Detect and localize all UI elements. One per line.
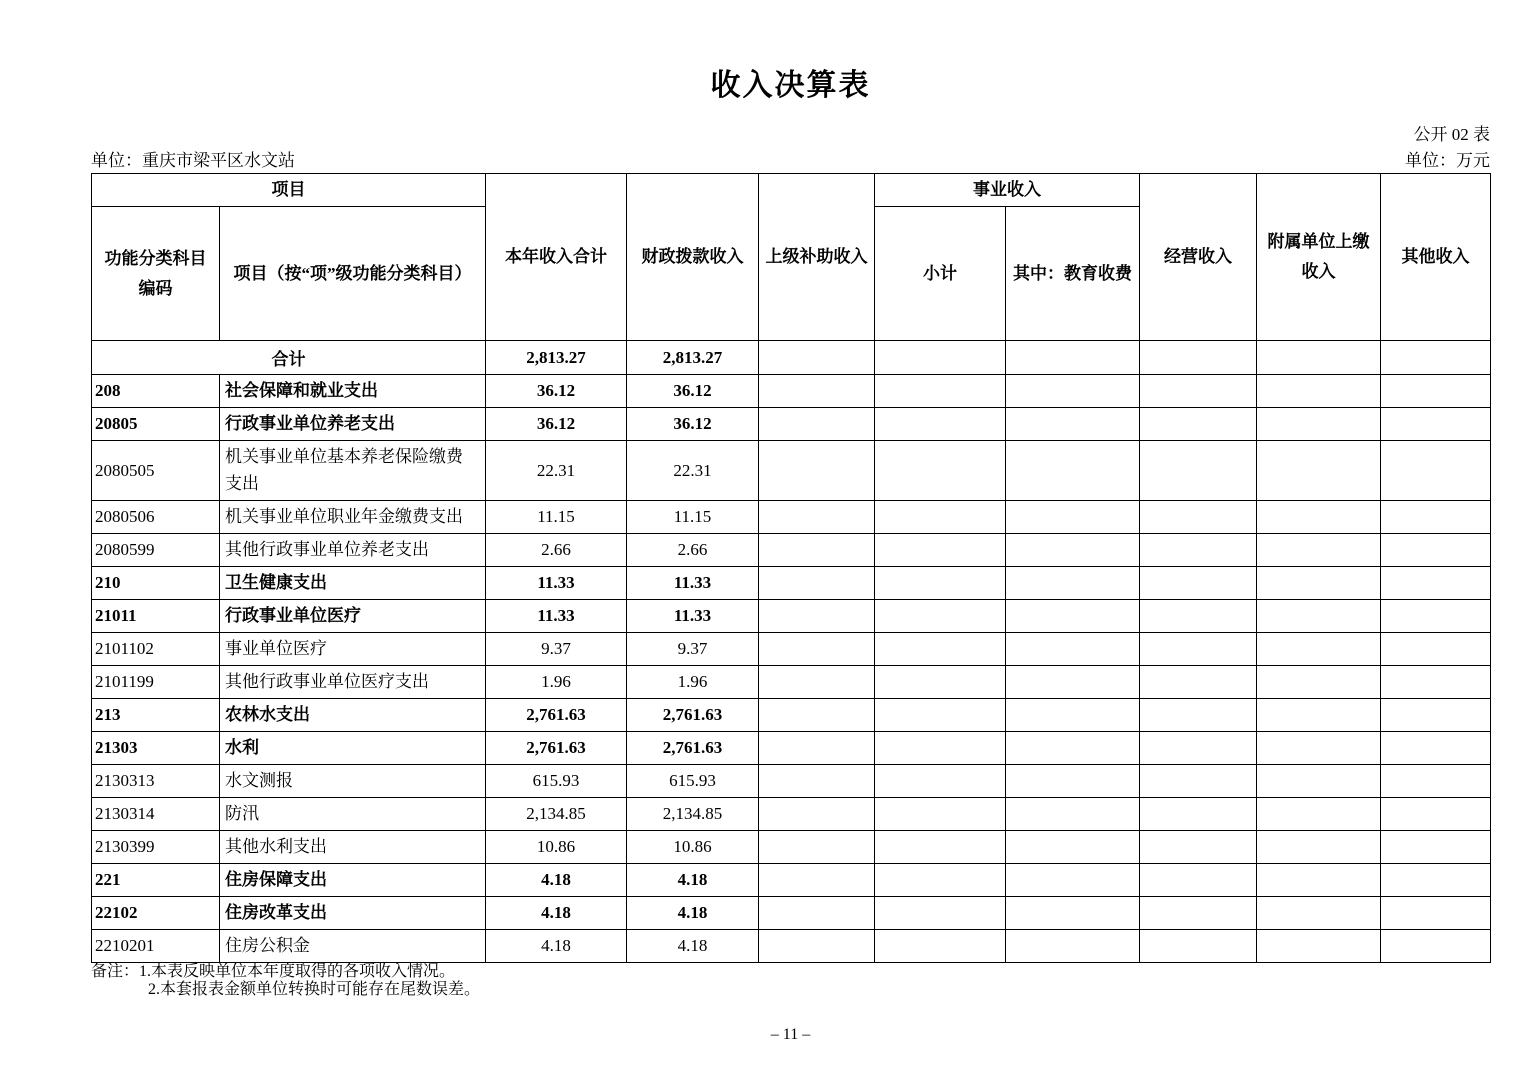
item-cell: 事业单位医疗 <box>220 633 486 666</box>
currency-unit-label: 单位：万元 <box>1405 151 1490 170</box>
table-row <box>92 765 1491 798</box>
empty-cell <box>1006 567 1140 600</box>
empty-cell <box>1381 501 1491 534</box>
empty-cell <box>875 864 1006 897</box>
item-cell: 其他行政事业单位医疗支出 <box>220 666 486 699</box>
empty-cell <box>1140 341 1257 375</box>
fiscal-cell: 2.66 <box>627 534 759 567</box>
header-affiliated-remit: 附属单位上缴收入 <box>1257 174 1381 341</box>
code-cell: 213 <box>92 699 220 732</box>
item-cell: 住房公积金 <box>220 930 486 963</box>
empty-cell <box>1006 341 1140 375</box>
empty-cell <box>759 341 875 375</box>
fiscal-cell: 1.96 <box>627 666 759 699</box>
footnote-line-1 <box>91 963 991 981</box>
empty-cell <box>875 798 1006 831</box>
empty-cell <box>1381 567 1491 600</box>
empty-cell <box>759 600 875 633</box>
fiscal-cell: 2,134.85 <box>627 798 759 831</box>
code-cell: 2130314 <box>92 798 220 831</box>
fiscal-cell: 11.33 <box>627 600 759 633</box>
fiscal-cell: 36.12 <box>627 408 759 441</box>
code-cell: 22102 <box>92 897 220 930</box>
fiscal-cell: 2,761.63 <box>627 699 759 732</box>
item-cell: 其他水利支出 <box>220 831 486 864</box>
empty-cell <box>1006 798 1140 831</box>
code-cell: 2101102 <box>92 633 220 666</box>
item-cell: 机关事业单位职业年金缴费支出 <box>220 501 486 534</box>
empty-cell <box>1257 897 1381 930</box>
empty-cell <box>1257 633 1381 666</box>
total-income-cell: 4.18 <box>486 897 627 930</box>
empty-cell <box>1140 897 1257 930</box>
code-cell: 21303 <box>92 732 220 765</box>
doc-code-label: 公开 02 表 <box>1413 125 1490 144</box>
item-cell: 行政事业单位医疗 <box>220 600 486 633</box>
empty-cell <box>1381 831 1491 864</box>
total-row <box>92 341 1491 375</box>
header-other-income: 其他收入 <box>1381 174 1491 341</box>
total-income-cell: 2,761.63 <box>486 732 627 765</box>
empty-cell <box>1381 930 1491 963</box>
empty-cell <box>1006 864 1140 897</box>
empty-cell <box>875 501 1006 534</box>
header-education-fee: 其中：教育收费 <box>1006 207 1140 341</box>
empty-cell <box>1381 666 1491 699</box>
header-total-income: 本年收入合计 <box>486 174 627 341</box>
empty-cell <box>1381 408 1491 441</box>
empty-cell <box>875 567 1006 600</box>
total-income-cell: 36.12 <box>486 408 627 441</box>
table-row <box>92 408 1491 441</box>
item-cell: 农林水支出 <box>220 699 486 732</box>
code-cell: 2101199 <box>92 666 220 699</box>
total-income-cell: 2.66 <box>486 534 627 567</box>
empty-cell <box>1257 375 1381 408</box>
code-cell: 2130399 <box>92 831 220 864</box>
fiscal-cell: 22.31 <box>627 441 759 501</box>
fiscal-cell: 36.12 <box>627 375 759 408</box>
empty-cell <box>759 765 875 798</box>
total-income-cell: 22.31 <box>486 441 627 501</box>
empty-cell <box>1140 567 1257 600</box>
table-row <box>92 666 1491 699</box>
item-cell: 水文测报 <box>220 765 486 798</box>
code-cell: 208 <box>92 375 220 408</box>
empty-cell <box>1006 408 1140 441</box>
empty-cell <box>759 798 875 831</box>
empty-cell <box>1006 699 1140 732</box>
code-cell: 2080505 <box>92 441 220 501</box>
empty-cell <box>875 666 1006 699</box>
empty-cell <box>875 441 1006 501</box>
empty-cell <box>1140 441 1257 501</box>
fiscal-cell: 615.93 <box>627 765 759 798</box>
empty-cell <box>1257 408 1381 441</box>
empty-cell <box>875 534 1006 567</box>
table-row <box>92 897 1491 930</box>
empty-cell <box>1257 341 1381 375</box>
empty-cell <box>1140 633 1257 666</box>
empty-cell <box>875 375 1006 408</box>
code-cell: 210 <box>92 567 220 600</box>
empty-cell <box>1381 864 1491 897</box>
code-cell: 21011 <box>92 600 220 633</box>
empty-cell <box>1140 930 1257 963</box>
empty-cell <box>1381 441 1491 501</box>
empty-cell <box>1257 732 1381 765</box>
income-table <box>91 173 1491 963</box>
empty-cell <box>1006 534 1140 567</box>
empty-cell <box>875 831 1006 864</box>
fiscal-cell: 11.33 <box>627 567 759 600</box>
header-fiscal-appropriation: 财政拨款收入 <box>627 174 759 341</box>
header-subtotal: 小计 <box>875 207 1006 341</box>
total-income-cell: 10.86 <box>486 831 627 864</box>
empty-cell <box>1006 930 1140 963</box>
header-operating-income: 经营收入 <box>1140 174 1257 341</box>
total-income-cell: 2,761.63 <box>486 699 627 732</box>
empty-cell <box>1381 375 1491 408</box>
table-row <box>92 534 1491 567</box>
table-row <box>92 831 1491 864</box>
header-row-1 <box>92 174 1491 207</box>
total-income-cell: 2,813.27 <box>486 341 627 375</box>
page-number: – 11 – <box>770 1026 811 1043</box>
table-row <box>92 600 1491 633</box>
item-cell: 其他行政事业单位养老支出 <box>220 534 486 567</box>
unit-name-label: 单位：重庆市梁平区水文站 <box>91 151 295 170</box>
empty-cell <box>875 341 1006 375</box>
total-income-cell: 4.18 <box>486 864 627 897</box>
empty-cell <box>759 375 875 408</box>
empty-cell <box>875 633 1006 666</box>
meta-row <box>91 146 1490 171</box>
table-row <box>92 732 1491 765</box>
empty-cell <box>1006 441 1140 501</box>
empty-cell <box>1140 831 1257 864</box>
total-income-cell: 36.12 <box>486 375 627 408</box>
item-cell: 防汛 <box>220 798 486 831</box>
empty-cell <box>1006 831 1140 864</box>
empty-cell <box>759 699 875 732</box>
code-cell: 20805 <box>92 408 220 441</box>
code-cell: 2080506 <box>92 501 220 534</box>
footnote-label: 备注： <box>91 963 140 980</box>
empty-cell <box>1381 600 1491 633</box>
empty-cell <box>1381 633 1491 666</box>
empty-cell <box>1381 341 1491 375</box>
code-cell: 2080599 <box>92 534 220 567</box>
fiscal-cell: 2,761.63 <box>627 732 759 765</box>
empty-cell <box>1257 699 1381 732</box>
empty-cell <box>1006 732 1140 765</box>
empty-cell <box>759 666 875 699</box>
item-cell: 住房保障支出 <box>220 864 486 897</box>
fiscal-cell: 4.18 <box>627 930 759 963</box>
empty-cell <box>1257 831 1381 864</box>
empty-cell <box>1257 534 1381 567</box>
empty-cell <box>759 441 875 501</box>
empty-cell <box>1140 600 1257 633</box>
total-income-cell: 11.33 <box>486 600 627 633</box>
empty-cell <box>875 732 1006 765</box>
item-cell: 住房改革支出 <box>220 897 486 930</box>
empty-cell <box>1257 666 1381 699</box>
empty-cell <box>1140 666 1257 699</box>
empty-cell <box>1140 699 1257 732</box>
header-item: 项目（按“项”级功能分类科目） <box>220 207 486 341</box>
empty-cell <box>875 765 1006 798</box>
empty-cell <box>1006 666 1140 699</box>
empty-cell <box>1257 600 1381 633</box>
empty-cell <box>1140 798 1257 831</box>
footnote-text-1: 1.本表反映单位本年度取得的各项收入情况。 <box>139 963 456 980</box>
empty-cell <box>1006 375 1140 408</box>
empty-cell <box>1006 501 1140 534</box>
header-business-income-group: 事业收入 <box>875 174 1140 207</box>
total-income-cell: 4.18 <box>486 930 627 963</box>
empty-cell <box>1257 441 1381 501</box>
empty-cell <box>1381 534 1491 567</box>
empty-cell <box>875 600 1006 633</box>
empty-cell <box>759 897 875 930</box>
empty-cell <box>759 534 875 567</box>
fiscal-cell: 2,813.27 <box>627 341 759 375</box>
page-title: 收入决算表 <box>710 69 871 102</box>
table-row <box>92 864 1491 897</box>
empty-cell <box>759 831 875 864</box>
empty-cell <box>759 408 875 441</box>
footnotes <box>91 963 991 999</box>
total-income-cell: 2,134.85 <box>486 798 627 831</box>
table-row <box>92 699 1491 732</box>
code-cell: 221 <box>92 864 220 897</box>
empty-cell <box>1140 408 1257 441</box>
item-cell: 行政事业单位养老支出 <box>220 408 486 441</box>
item-cell: 社会保障和就业支出 <box>220 375 486 408</box>
total-income-cell: 11.33 <box>486 567 627 600</box>
empty-cell <box>1140 375 1257 408</box>
footnote-line-2: 2.本套报表金额单位转换时可能存在尾数误差。 <box>148 981 481 998</box>
empty-cell <box>1140 864 1257 897</box>
table-row <box>92 798 1491 831</box>
fiscal-cell: 9.37 <box>627 633 759 666</box>
fiscal-cell: 4.18 <box>627 897 759 930</box>
table-row <box>92 567 1491 600</box>
empty-cell <box>875 699 1006 732</box>
item-cell: 机关事业单位基本养老保险缴费支出 <box>220 441 486 501</box>
table-row <box>92 441 1491 501</box>
empty-cell <box>1257 567 1381 600</box>
empty-cell <box>759 930 875 963</box>
total-income-cell: 9.37 <box>486 633 627 666</box>
empty-cell <box>1006 765 1140 798</box>
empty-cell <box>1006 633 1140 666</box>
empty-cell <box>1381 765 1491 798</box>
empty-cell <box>1381 699 1491 732</box>
empty-cell <box>1140 501 1257 534</box>
header-superior-subsidy: 上级补助收入 <box>759 174 875 341</box>
empty-cell <box>1381 897 1491 930</box>
table-row <box>92 501 1491 534</box>
empty-cell <box>1257 864 1381 897</box>
empty-cell <box>1257 798 1381 831</box>
empty-cell <box>759 633 875 666</box>
item-cell: 卫生健康支出 <box>220 567 486 600</box>
empty-cell <box>875 930 1006 963</box>
empty-cell <box>759 501 875 534</box>
empty-cell <box>875 897 1006 930</box>
empty-cell <box>875 408 1006 441</box>
header-function-code: 功能分类科目编码 <box>92 207 220 341</box>
total-label-cell: 合计 <box>92 341 486 375</box>
empty-cell <box>759 864 875 897</box>
empty-cell <box>759 732 875 765</box>
fiscal-cell: 10.86 <box>627 831 759 864</box>
table-row <box>92 930 1491 963</box>
empty-cell <box>759 567 875 600</box>
item-cell: 水利 <box>220 732 486 765</box>
code-cell: 2130313 <box>92 765 220 798</box>
header-project-group: 项目 <box>92 174 486 207</box>
empty-cell <box>1140 765 1257 798</box>
empty-cell <box>1257 765 1381 798</box>
empty-cell <box>1140 534 1257 567</box>
fiscal-cell: 4.18 <box>627 864 759 897</box>
empty-cell <box>1257 501 1381 534</box>
empty-cell <box>1381 798 1491 831</box>
code-cell: 2210201 <box>92 930 220 963</box>
empty-cell <box>1006 600 1140 633</box>
empty-cell <box>1006 897 1140 930</box>
table-row <box>92 633 1491 666</box>
empty-cell <box>1381 732 1491 765</box>
empty-cell <box>1257 930 1381 963</box>
total-income-cell: 615.93 <box>486 765 627 798</box>
table-row <box>92 375 1491 408</box>
total-income-cell: 11.15 <box>486 501 627 534</box>
fiscal-cell: 11.15 <box>627 501 759 534</box>
empty-cell <box>1140 732 1257 765</box>
total-income-cell: 1.96 <box>486 666 627 699</box>
